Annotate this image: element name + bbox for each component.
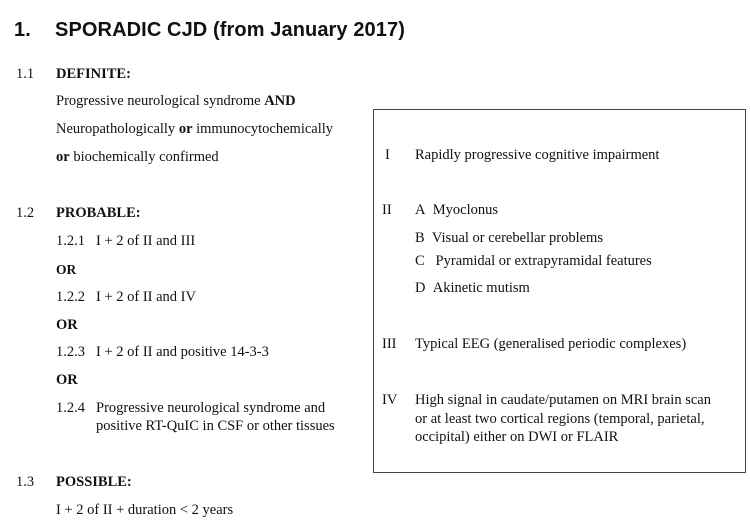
probable-heading: PROBABLE: (56, 205, 141, 221)
section-number: 1. (14, 19, 31, 41)
probable-item-1: 1.2.1 I + 2 of II and III (56, 233, 196, 249)
criterion-II-item-b: B Visual or cerebellar problems (415, 230, 603, 246)
possible-heading: POSSIBLE: (56, 474, 132, 490)
or-label: OR (56, 262, 77, 277)
criterion-III-text: Typical EEG (generalised periodic complexes) (415, 336, 687, 352)
probable-item-4-number: 1.2.4 (56, 400, 85, 416)
definite-line-1: Progressive neurological syndrome AND (56, 93, 296, 109)
possible-text: I + 2 of II + duration < 2 years (56, 502, 234, 518)
probable-item-2: 1.2.2 I + 2 of II and IV (56, 289, 196, 305)
or-label: OR (56, 372, 78, 388)
probable-item-4-line-2: positive RT-QuIC in CSF or other tissues (96, 418, 335, 434)
criterion-II-item-c: C Pyramidal or extrapyramidal features (415, 253, 652, 269)
definite-line-2: Neuropathologically or immunocytochemically (56, 121, 334, 137)
or-label: OR (56, 317, 78, 333)
possible-number: 1.3 (16, 474, 35, 490)
criterion-II-item-a: A Myoclonus (415, 202, 498, 218)
criterion-I-numeral: I (385, 147, 390, 163)
probable-item-3: 1.2.3 I + 2 of II and positive 14-3-3 (56, 344, 269, 360)
criterion-III-numeral: III (382, 336, 397, 352)
criterion-IV-line-3: occipital) either on DWI or FLAIR (415, 429, 619, 445)
definite-number: 1.1 (16, 66, 35, 82)
definite-heading: DEFINITE: (56, 66, 131, 82)
criterion-IV-line-1: High signal in caudate/putamen on MRI brain scan (415, 392, 711, 408)
page-title: SPORADIC CJD (from January 2017) (55, 19, 405, 41)
definite-line-3: or biochemically confirmed (56, 149, 219, 165)
criterion-I-text: Rapidly progressive cognitive impairment (415, 147, 660, 163)
probable-number: 1.2 (16, 205, 35, 221)
criterion-IV-line-2: or at least two cortical regions (temporal, parietal, (415, 411, 705, 427)
criterion-IV-numeral: IV (382, 392, 398, 408)
probable-item-4-line-1: Progressive neurological syndrome and (96, 400, 326, 416)
criterion-II-item-d: D Akinetic mutism (415, 280, 530, 296)
criterion-II-numeral: II (382, 202, 392, 218)
